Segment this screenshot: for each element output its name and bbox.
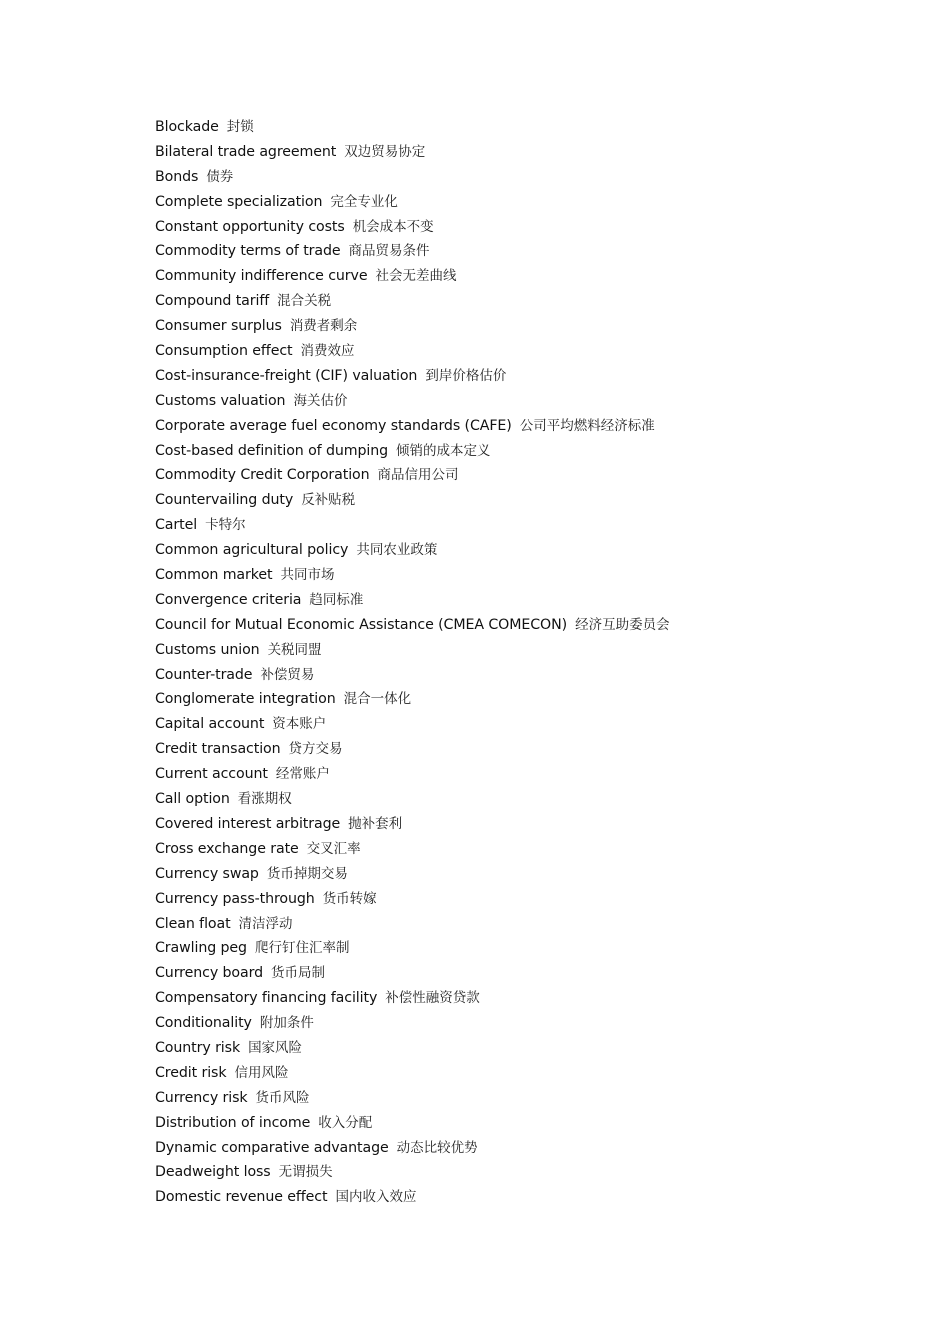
glossary-entry: [155, 289, 670, 314]
glossary-translation: 混合关税: [277, 293, 332, 310]
glossary-term: Capital account: [155, 716, 265, 733]
glossary-translation: 商品信用公司: [377, 467, 459, 484]
glossary-translation: 货币转嫁: [322, 890, 377, 907]
glossary-entry: [155, 538, 670, 563]
glossary-term: Council for Mutual Economic Assistance (CMEA COMECON): [155, 616, 568, 633]
glossary-entry: [155, 862, 670, 887]
glossary-term: Covered interest arbitrage: [155, 815, 341, 832]
glossary-translation: 卡特尔: [205, 517, 246, 534]
glossary-term: Countervailing duty: [155, 492, 294, 509]
glossary-term: Cost-insurance-freight (CIF) valuation: [155, 367, 418, 384]
glossary-term: Dynamic comparative advantage: [155, 1139, 389, 1156]
glossary-term: Currency risk: [155, 1089, 248, 1106]
glossary-entry: [155, 1160, 670, 1185]
glossary-entry: [155, 912, 670, 937]
glossary-term: Clean float: [155, 915, 231, 932]
glossary-term: Currency board: [155, 965, 263, 982]
glossary-term: Customs valuation: [155, 392, 286, 409]
glossary-term: Community indifference curve: [155, 268, 368, 285]
glossary-translation: 货币局制: [271, 965, 325, 982]
glossary-entry: [155, 239, 670, 264]
glossary-translation: 趋同标准: [309, 591, 364, 608]
glossary-translation: 完全专业化: [330, 193, 398, 210]
glossary-entry: [155, 1185, 670, 1210]
glossary-term: Currency pass-through: [155, 890, 315, 907]
glossary-translation: 信用风险: [234, 1064, 289, 1081]
glossary-entry: [155, 439, 670, 464]
glossary-entry: [155, 115, 670, 140]
glossary-entry: [155, 190, 670, 215]
glossary-translation: 补偿性融资贷款: [385, 990, 480, 1007]
glossary-entry: [155, 1111, 670, 1136]
glossary-term: Cost-based definition of dumping: [155, 442, 389, 459]
glossary-term: Compensatory financing facility: [155, 990, 378, 1007]
glossary-term: Call option: [155, 791, 230, 808]
glossary-entry: [155, 463, 670, 488]
glossary-translation: 交叉汇率: [306, 840, 361, 857]
glossary-translation: 封锁: [226, 119, 254, 135]
glossary-term: Commodity terms of trade: [155, 243, 341, 260]
glossary-term: Commodity Credit Corporation: [155, 467, 370, 484]
glossary-translation: 债券: [206, 168, 234, 185]
glossary-term: Cartel: [155, 517, 198, 534]
glossary-entry: [155, 1136, 670, 1161]
glossary-translation: 社会无差曲线: [375, 268, 457, 285]
glossary-entry: [155, 215, 670, 240]
glossary-entry: [155, 364, 670, 389]
glossary-term: Common agricultural policy: [155, 542, 349, 559]
glossary-entry: [155, 712, 670, 737]
glossary-term: Conglomerate integration: [155, 691, 336, 708]
glossary-translation: 到岸价格估价: [425, 367, 507, 384]
glossary-translation: 附加条件: [259, 1015, 314, 1032]
glossary-entry: [155, 1061, 670, 1086]
glossary-translation: 看涨期权: [237, 791, 292, 808]
glossary-translation: 消费者剩余: [289, 318, 358, 335]
glossary-entry: [155, 1036, 670, 1061]
glossary-entry: [155, 1086, 670, 1111]
glossary-term: Compound tariff: [155, 293, 270, 310]
glossary-translation: 经常账户: [275, 766, 330, 783]
glossary-term: Counter-trade: [155, 666, 253, 683]
glossary-translation: 反补贴税: [301, 492, 356, 509]
glossary-translation: 货币风险: [255, 1089, 310, 1106]
glossary-term: Domestic revenue effect: [155, 1189, 328, 1206]
glossary-translation: 国家风险: [248, 1039, 303, 1056]
glossary-translation: 货币掉期交易: [266, 865, 348, 882]
glossary-entry: [155, 513, 670, 538]
glossary-translation: 机会成本不变: [352, 218, 434, 235]
glossary-term: Bonds: [155, 168, 199, 185]
glossary-term: Customs union: [155, 641, 260, 658]
glossary-entry: [155, 414, 670, 439]
glossary-translation: 国内收入效应: [335, 1189, 417, 1206]
glossary-term: Currency swap: [155, 865, 259, 882]
glossary-translation: 无谓损失: [278, 1164, 333, 1181]
glossary-translation: 资本账户: [272, 716, 327, 733]
glossary-term: Bilateral trade agreement: [155, 143, 337, 160]
glossary-term: Distribution of income: [155, 1114, 311, 1131]
glossary-translation: 贷方交易: [288, 741, 343, 758]
glossary-term: Complete specialization: [155, 193, 323, 210]
glossary-translation: 抛补套利: [348, 815, 403, 832]
glossary-term: Corporate average fuel economy standards (CAFE): [155, 417, 512, 434]
glossary-entry: [155, 812, 670, 837]
glossary-term: Cross exchange rate: [155, 840, 299, 857]
glossary-translation: 倾销的成本定义: [396, 442, 491, 459]
glossary-entry: [155, 389, 670, 414]
glossary-translation: 双边贸易协定: [344, 143, 426, 160]
glossary-translation: 共同农业政策: [356, 542, 438, 559]
glossary-entry: [155, 936, 670, 961]
glossary-entry: [155, 787, 670, 812]
glossary-translation: 动态比较优势: [396, 1139, 478, 1156]
glossary-entry: [155, 165, 670, 190]
glossary-translation: 海关估价: [293, 392, 348, 409]
glossary-entry: [155, 837, 670, 862]
glossary-translation: 混合一体化: [343, 691, 412, 708]
glossary-term: Consumption effect: [155, 343, 293, 360]
glossary-term: Consumer surplus: [155, 318, 282, 335]
glossary-entry: [155, 638, 670, 663]
glossary-term: Current account: [155, 766, 268, 783]
glossary-translation: 消费效应: [300, 343, 355, 360]
glossary-term: Conditionality: [155, 1015, 252, 1032]
glossary-term: Credit risk: [155, 1064, 227, 1081]
glossary-term: Blockade: [155, 119, 219, 135]
glossary-entry: [155, 264, 670, 289]
glossary-entry: [155, 687, 670, 712]
glossary-entry: [155, 663, 670, 688]
glossary-translation: 关税同盟: [267, 641, 322, 658]
glossary-translation: 商品贸易条件: [348, 243, 430, 260]
glossary-entry: [155, 1011, 670, 1036]
glossary-term: Deadweight loss: [155, 1164, 271, 1181]
glossary-entry: [155, 762, 670, 787]
glossary-term: Constant opportunity costs: [155, 218, 345, 235]
glossary-list: [155, 115, 670, 1210]
glossary-entry: [155, 737, 670, 762]
glossary-term: Credit transaction: [155, 741, 281, 758]
glossary-entry: [155, 339, 670, 364]
glossary-entry: [155, 613, 670, 638]
glossary-translation: 公司平均燃料经济标准: [519, 417, 655, 434]
glossary-translation: 爬行钉住汇率制: [254, 940, 350, 957]
glossary-entry: [155, 986, 670, 1011]
glossary-term: Convergence criteria: [155, 591, 302, 608]
glossary-term: Country risk: [155, 1039, 241, 1056]
glossary-translation: 共同市场: [280, 567, 335, 584]
glossary-entry: [155, 588, 670, 613]
glossary-translation: 补偿贸易: [260, 666, 315, 683]
glossary-translation: 收入分配: [318, 1114, 373, 1131]
glossary-entry: [155, 488, 670, 513]
glossary-term: Crawling peg: [155, 940, 247, 957]
glossary-translation: 经济互助委员会: [575, 616, 670, 633]
glossary-entry: [155, 887, 670, 912]
glossary-entry: [155, 140, 670, 165]
glossary-entry: [155, 563, 670, 588]
glossary-translation: 清洁浮动: [238, 915, 293, 932]
glossary-entry: [155, 961, 670, 986]
glossary-term: Common market: [155, 567, 273, 584]
glossary-entry: [155, 314, 670, 339]
